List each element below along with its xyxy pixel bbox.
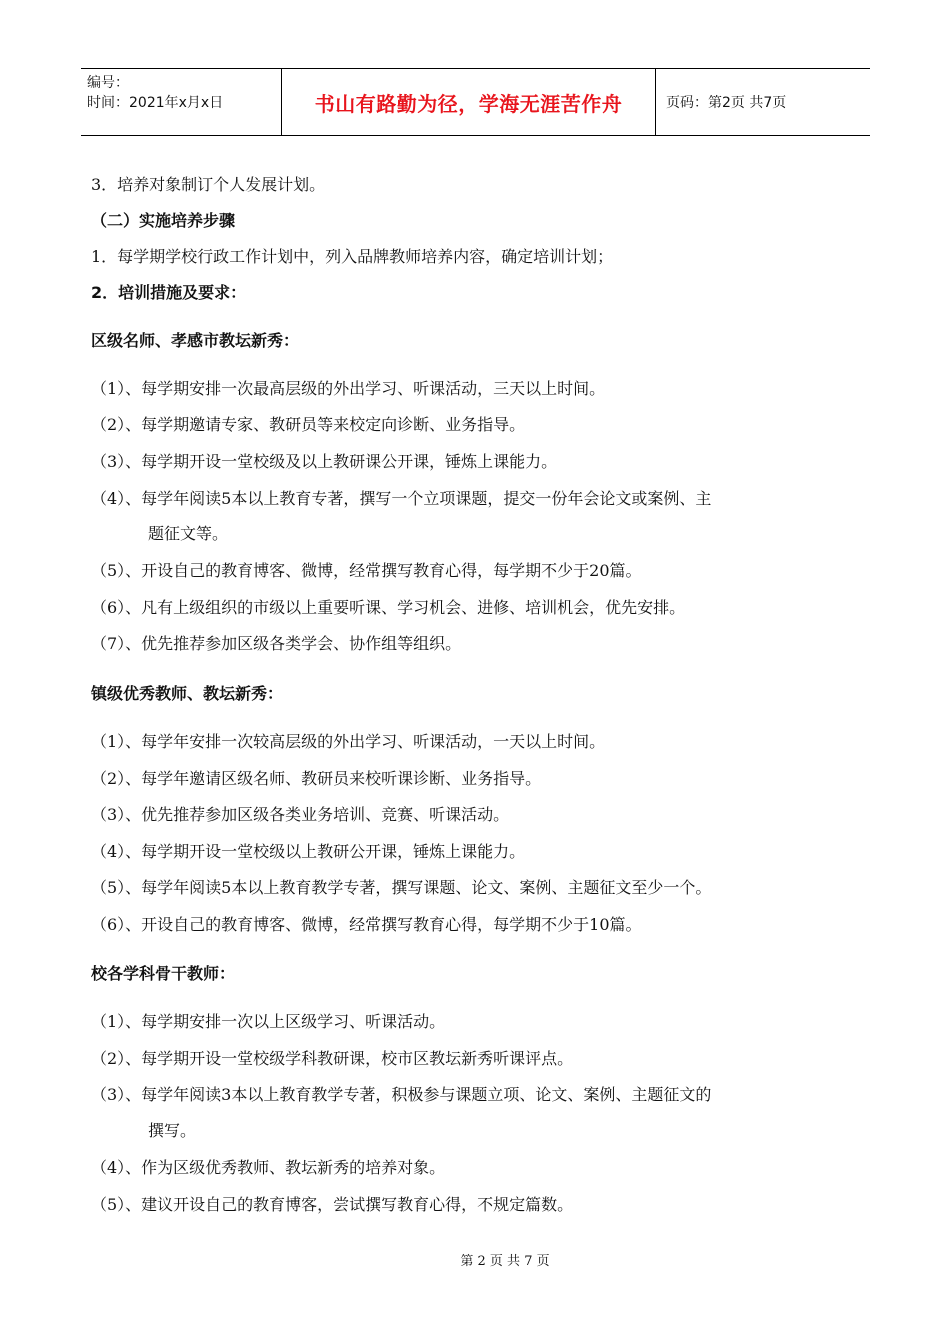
section-heading: 2．培训措施及要求： bbox=[91, 283, 247, 302]
subsection-title: 区级名师、孝感市教坛新秀： bbox=[91, 331, 300, 350]
list-item: （2）、每学年邀请区级名师、教研员来校听课诊断、业务指导。 bbox=[91, 769, 542, 788]
list-item: （7）、优先推荐参加区级各类学会、协作组等组织。 bbox=[91, 634, 462, 653]
document-header bbox=[81, 68, 870, 136]
list-item: （2）、每学期邀请专家、教研员等来校定向诊断、业务指导。 bbox=[91, 415, 526, 434]
list-item: （1）、每学期安排一次最高层级的外出学习、听课活动，三天以上时间。 bbox=[91, 379, 606, 398]
subsection-title: 镇级优秀教师、教坛新秀： bbox=[91, 684, 284, 703]
list-item: （5）、开设自己的教育博客、微博，经常撰写教育心得，每学期不少于20篇。 bbox=[91, 561, 642, 580]
list-item: （3）、每学年阅读3本以上教育教学专著，积极参与课题立项、论文、案例、主题征文的 bbox=[91, 1085, 712, 1104]
list-item: （4）、作为区级优秀教师、教坛新秀的培养对象。 bbox=[91, 1158, 446, 1177]
list-item-continuation: 撰写。 bbox=[148, 1121, 197, 1140]
header-meta bbox=[81, 69, 281, 135]
list-item: （2）、每学期开设一堂校级学科教研课，校市区教坛新秀听课评点。 bbox=[91, 1049, 574, 1068]
subsection-title: 校各学科骨干教师： bbox=[91, 964, 236, 983]
paragraph-line: 1．每学期学校行政工作计划中，列入品牌教师培养内容，确定培训计划； bbox=[91, 247, 614, 266]
document-time-label: 时间：2021年x月x日 bbox=[87, 95, 224, 111]
list-item: （4）、每学期开设一堂校级以上教研公开课，锤炼上课能力。 bbox=[91, 842, 526, 861]
list-item: （6）、开设自己的教育博客、微博，经常撰写教育心得，每学期不少于10篇。 bbox=[91, 915, 642, 934]
document-number-label: 编号： bbox=[87, 75, 129, 91]
header-motto: 书山有路勤为径，学海无涯苦作舟 bbox=[281, 69, 656, 135]
list-item-continuation: 题征文等。 bbox=[148, 524, 229, 543]
list-item: （4）、每学年阅读5本以上教育专著，撰写一个立项课题，提交一份年会论文或案例、主 bbox=[91, 489, 712, 508]
list-item: （3）、每学期开设一堂校级及以上教研课公开课，锤炼上课能力。 bbox=[91, 452, 558, 471]
page-footer: 第 2 页 共 7 页 bbox=[460, 1254, 550, 1269]
list-item: （3）、优先推荐参加区级各类业务培训、竞赛、听课活动。 bbox=[91, 805, 510, 824]
header-page-code: 页码：第2页 共7页 bbox=[666, 95, 787, 111]
list-item: （1）、每学年安排一次较高层级的外出学习、听课活动，一天以上时间。 bbox=[91, 732, 606, 751]
list-item: （1）、每学期安排一次以上区级学习、听课活动。 bbox=[91, 1012, 446, 1031]
paragraph-line: 3．培养对象制订个人发展计划。 bbox=[91, 175, 326, 194]
list-item: （5）、建议开设自己的教育博客，尝试撰写教育心得，不规定篇数。 bbox=[91, 1195, 574, 1214]
list-item: （6）、凡有上级组织的市级以上重要听课、学习机会、进修、培训机会，优先安排。 bbox=[91, 598, 686, 617]
section-heading: （二）实施培养步骤 bbox=[91, 211, 236, 230]
list-item: （5）、每学年阅读5本以上教育教学专著，撰写课题、论文、案例、主题征文至少一个。 bbox=[91, 878, 712, 897]
